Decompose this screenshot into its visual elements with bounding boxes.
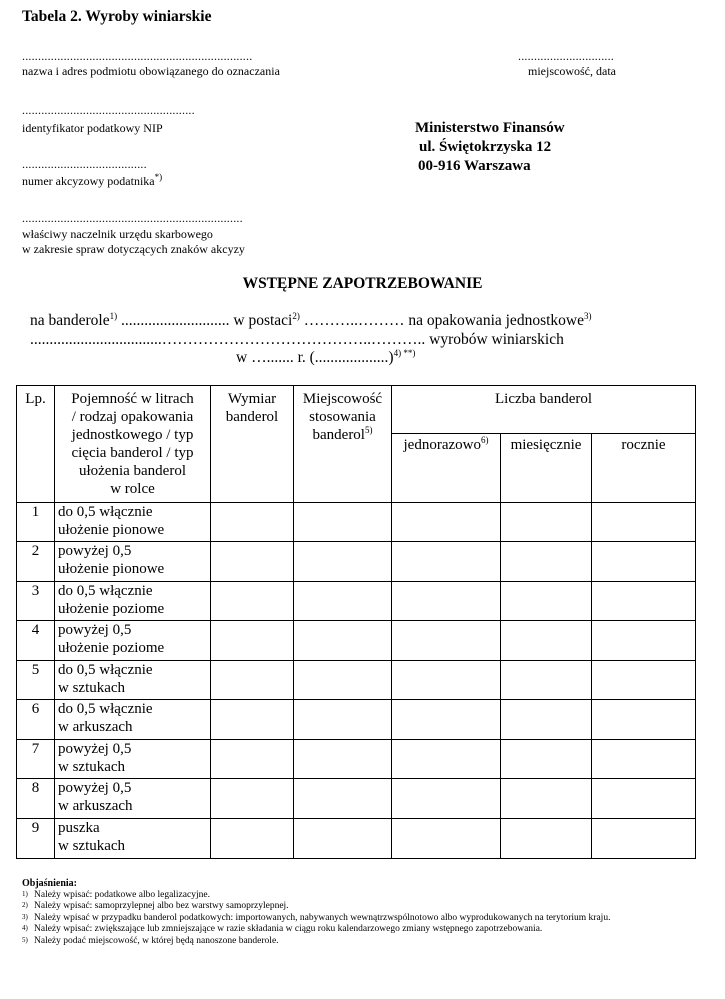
row-number: 5 [17,661,55,700]
row-description: do 0,5 włącznie w sztukach [55,661,211,700]
dimension-cell[interactable] [211,819,294,859]
entity-name-field[interactable]: ........................................................................ [22,49,253,63]
explanation-item: 3) Należy wpisać w przypadku banderol podatkowych: importowanych, nabywanych wewnątrzwspólnotowo albo wyprodukowanych na terytorium kraju. [22,912,611,923]
row-description: powyżej 0,5 ułożenie pionowe [55,542,211,582]
table-row [17,661,696,700]
monthly-cell[interactable] [501,661,592,700]
yearly-cell[interactable] [592,661,696,700]
row-description: powyżej 0,5 ułożenie poziome [55,621,211,661]
monthly-cell[interactable] [501,740,592,779]
place-date-label: miejscowość, data [528,64,616,78]
recipient-line1: Ministerstwo Finansów [415,120,565,136]
row-description: puszka w sztukach [55,819,211,859]
monthly-cell[interactable] [501,700,592,740]
table-row [17,503,696,542]
explanations-title: Objaśnienia: [22,878,78,889]
once-cell[interactable] [392,503,501,542]
row-number: 6 [17,700,55,740]
header-lp: Lp. [17,386,55,503]
explanation-item: 4) Należy wpisać: zwiększające lub zmniejszające w razie składania w ciągu roku kalendarzowego zmiany wstępnego zapotrzebowania. [22,924,543,934]
request-line1: na banderole$^{1)}$ ............................ w postaci$^{2)}$ ………..……… na opakowania jednostkowe$^{3)}$ [30,310,592,329]
nip-label: identyfikator podatkowy NIP [22,121,163,135]
place-cell[interactable] [294,542,392,582]
recipient-line3: 00-916 Warszawa [418,158,531,174]
once-cell[interactable] [392,621,501,661]
row-description: powyżej 0,5 w sztukach [55,740,211,779]
table-row [17,700,696,740]
request-line3: w …....... r. (...................)$^{4) **)}$ [236,347,416,366]
row-number: 3 [17,582,55,621]
header-dimension: Wymiar banderol [211,386,294,503]
header-monthly: miesięcznie [501,434,592,503]
form-heading: WSTĘPNE ZAPOTRZEBOWANIE [242,275,483,292]
once-cell[interactable] [392,740,501,779]
yearly-cell[interactable] [592,819,696,859]
place-cell[interactable] [294,582,392,621]
dimension-cell[interactable] [211,700,294,740]
header-count: Liczba banderol [392,386,696,434]
nip-field[interactable]: ...................................................... [22,103,195,117]
place-cell[interactable] [294,819,392,859]
once-cell[interactable] [392,542,501,582]
row-number: 4 [17,621,55,661]
monthly-cell[interactable] [501,779,592,819]
once-cell[interactable] [392,661,501,700]
entity-name-label: nazwa i adres podmiotu obowiązanego do oznaczania [22,64,280,78]
row-description: do 0,5 włącznie w arkuszach [55,700,211,740]
once-cell[interactable] [392,700,501,740]
place-cell[interactable] [294,621,392,661]
yearly-cell[interactable] [592,700,696,740]
tax-office-label-line1: właściwy naczelnik urzędu skarbowego [22,227,213,241]
yearly-cell[interactable] [592,621,696,661]
row-number: 7 [17,740,55,779]
once-cell[interactable] [392,779,501,819]
dimension-cell[interactable] [211,503,294,542]
yearly-cell[interactable] [592,779,696,819]
explanations [22,878,662,947]
yearly-cell[interactable] [592,740,696,779]
table-row [17,621,696,661]
header-yearly: rocznie [592,434,696,503]
place-date-field[interactable]: .............................. [518,49,614,63]
row-description: do 0,5 włącznie ułożenie pionowe [55,503,211,542]
page-title: Tabela 2. Wyroby winiarskie [22,8,212,25]
monthly-cell[interactable] [501,819,592,859]
row-number: 2 [17,542,55,582]
place-cell[interactable] [294,700,392,740]
excise-number-field[interactable]: ....................................... [22,157,147,171]
tax-office-label-line2: w zakresie spraw dotyczących znaków akcyzy [22,242,245,256]
place-cell[interactable] [294,503,392,542]
table-row [17,582,696,621]
monthly-cell[interactable] [501,621,592,661]
yearly-cell[interactable] [592,503,696,542]
excise-number-label: numer akcyzowy podatnika*) [22,172,163,188]
dimension-cell[interactable] [211,740,294,779]
footnote-marker: *) [154,172,163,182]
banderole-table [16,385,696,859]
tax-office-field[interactable]: ..................................................................... [22,211,243,225]
dimension-cell[interactable] [211,779,294,819]
place-cell[interactable] [294,740,392,779]
once-cell[interactable] [392,819,501,859]
table-row [17,779,696,819]
yearly-cell[interactable] [592,582,696,621]
dimension-cell[interactable] [211,542,294,582]
monthly-cell[interactable] [501,503,592,542]
once-cell[interactable] [392,582,501,621]
row-number: 1 [17,503,55,542]
row-description: powyżej 0,5 w arkuszach [55,779,211,819]
table-row [17,542,696,582]
explanation-item: 2) Należy wpisać: samoprzylepnej albo bez warstwy samoprzylepnej. [22,901,289,911]
place-cell[interactable] [294,779,392,819]
explanation-item: 1) Należy wpisać: podatkowe albo legalizacyjne. [22,889,210,900]
row-description: do 0,5 włącznie ułożenie poziome [55,582,211,621]
header-capacity: Pojemność w litrach / rodzaj opakowania jednostkowego / typ cięcia banderol / typ ułożenia banderol w rolce [55,386,211,503]
request-line2: ..................................…………………………………..……….. wyrobów winiarskich [30,331,564,348]
yearly-cell[interactable] [592,542,696,582]
monthly-cell[interactable] [501,582,592,621]
header-once: jednorazowo$^{6)}$ [392,434,501,503]
row-number: 9 [17,819,55,859]
dimension-cell[interactable] [211,621,294,661]
row-number: 8 [17,779,55,819]
dimension-cell[interactable] [211,661,294,700]
recipient-line2: ul. Świętokrzyska 12 [419,139,552,155]
table-row [17,819,696,859]
monthly-cell[interactable] [501,542,592,582]
place-cell[interactable] [294,661,392,700]
table-row [17,740,696,779]
header-place: Miejscowość stosowania banderol$^{5)}$ [294,386,392,503]
explanation-item: 5) Należy podać miejscowość, w której będą nanoszone banderole. [22,935,279,946]
dimension-cell[interactable] [211,582,294,621]
